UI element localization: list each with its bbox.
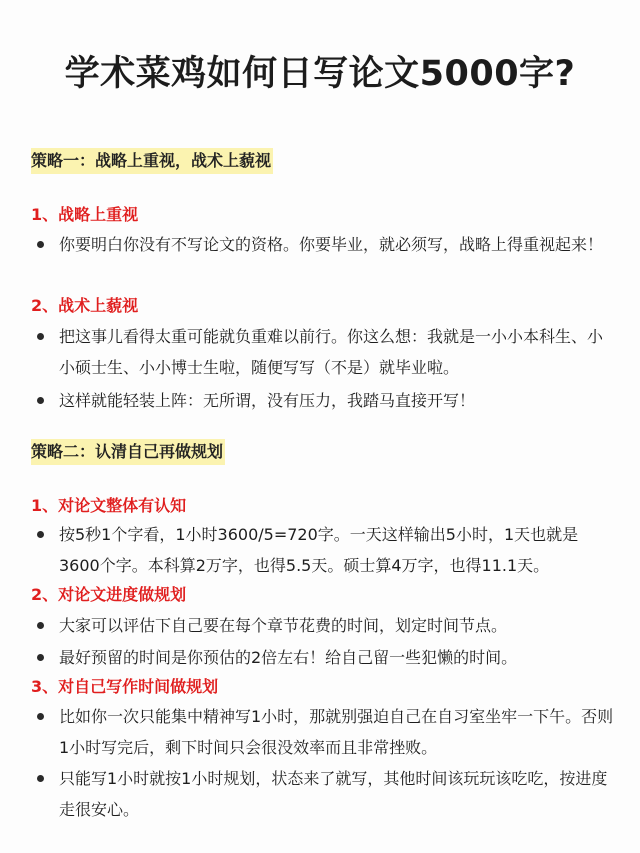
strategy-two-label: 策略二：认清自己再做规划: [31, 439, 225, 465]
list-item: [37, 321, 617, 383]
bullet-text: 只能写1小时就按1小时规划，状态来了就写，其他时间该玩玩该吃吃，按进度走很安心。: [59, 769, 608, 819]
strategy-two-heading-3: 3、对自己写作时间做规划: [31, 677, 219, 696]
bullet-text: 你要明白你没有不写论文的资格。你要毕业，就必须写，战略上得重视起来！: [59, 235, 604, 254]
bullet-text: 比如你一次只能集中精神写1小时，那就别强迫自己在自习室坐牢一下午。否则1小时写完后，剩下时间只会很没效率而且非常挫败。: [59, 707, 614, 757]
bullet-text: 把这事儿看得太重可能就负重难以前行。你这么想：我就是一小小本科生、小小硕士生、小小博士生啦，随便写写（不是）就毕业啦。: [59, 327, 604, 377]
bullet-dot-icon: [37, 713, 44, 720]
bullet-text: 大家可以评估下自己要在每个章节花费的时间，划定时间节点。: [59, 616, 508, 635]
bullet-text: 最好预留的时间是你预估的2倍左右！给自己留一些犯懒的时间。: [59, 648, 518, 667]
strategy-one-label: 策略一：战略上重视，战术上藐视: [31, 148, 273, 174]
list-item: [37, 610, 617, 641]
bullet-text: 这样就能轻装上阵：无所谓，没有压力，我踏马直接开写！: [59, 391, 476, 410]
list-item: [37, 229, 617, 260]
strategy-one-heading-2: 2、战术上藐视: [31, 296, 139, 315]
bullet-dot-icon: [37, 397, 44, 404]
bullet-dot-icon: [37, 531, 44, 538]
article-title: 学术菜鸡如何日写论文5000字?: [64, 54, 576, 94]
bullet-dot-icon: [37, 241, 44, 248]
strategy-one-heading-1: 1、战略上重视: [31, 205, 139, 224]
bullet-dot-icon: [37, 775, 44, 782]
strategy-two-heading-1: 1、对论文整体有认知: [31, 496, 187, 515]
bullet-dot-icon: [37, 333, 44, 340]
list-item: [37, 519, 617, 581]
list-item: [37, 763, 617, 825]
list-item: [37, 642, 617, 673]
list-item: [37, 385, 617, 416]
list-item: [37, 701, 617, 763]
bullet-dot-icon: [37, 654, 44, 661]
bullet-text: 按5秒1个字看，1小时3600/5=720字。一天这样输出5小时，1天也就是3600个字。本科算2万字，也得5.5天。硕士算4万字，也得11.1天。: [59, 525, 579, 575]
bullet-dot-icon: [37, 622, 44, 629]
strategy-two-heading-2: 2、对论文进度做规划: [31, 585, 187, 604]
